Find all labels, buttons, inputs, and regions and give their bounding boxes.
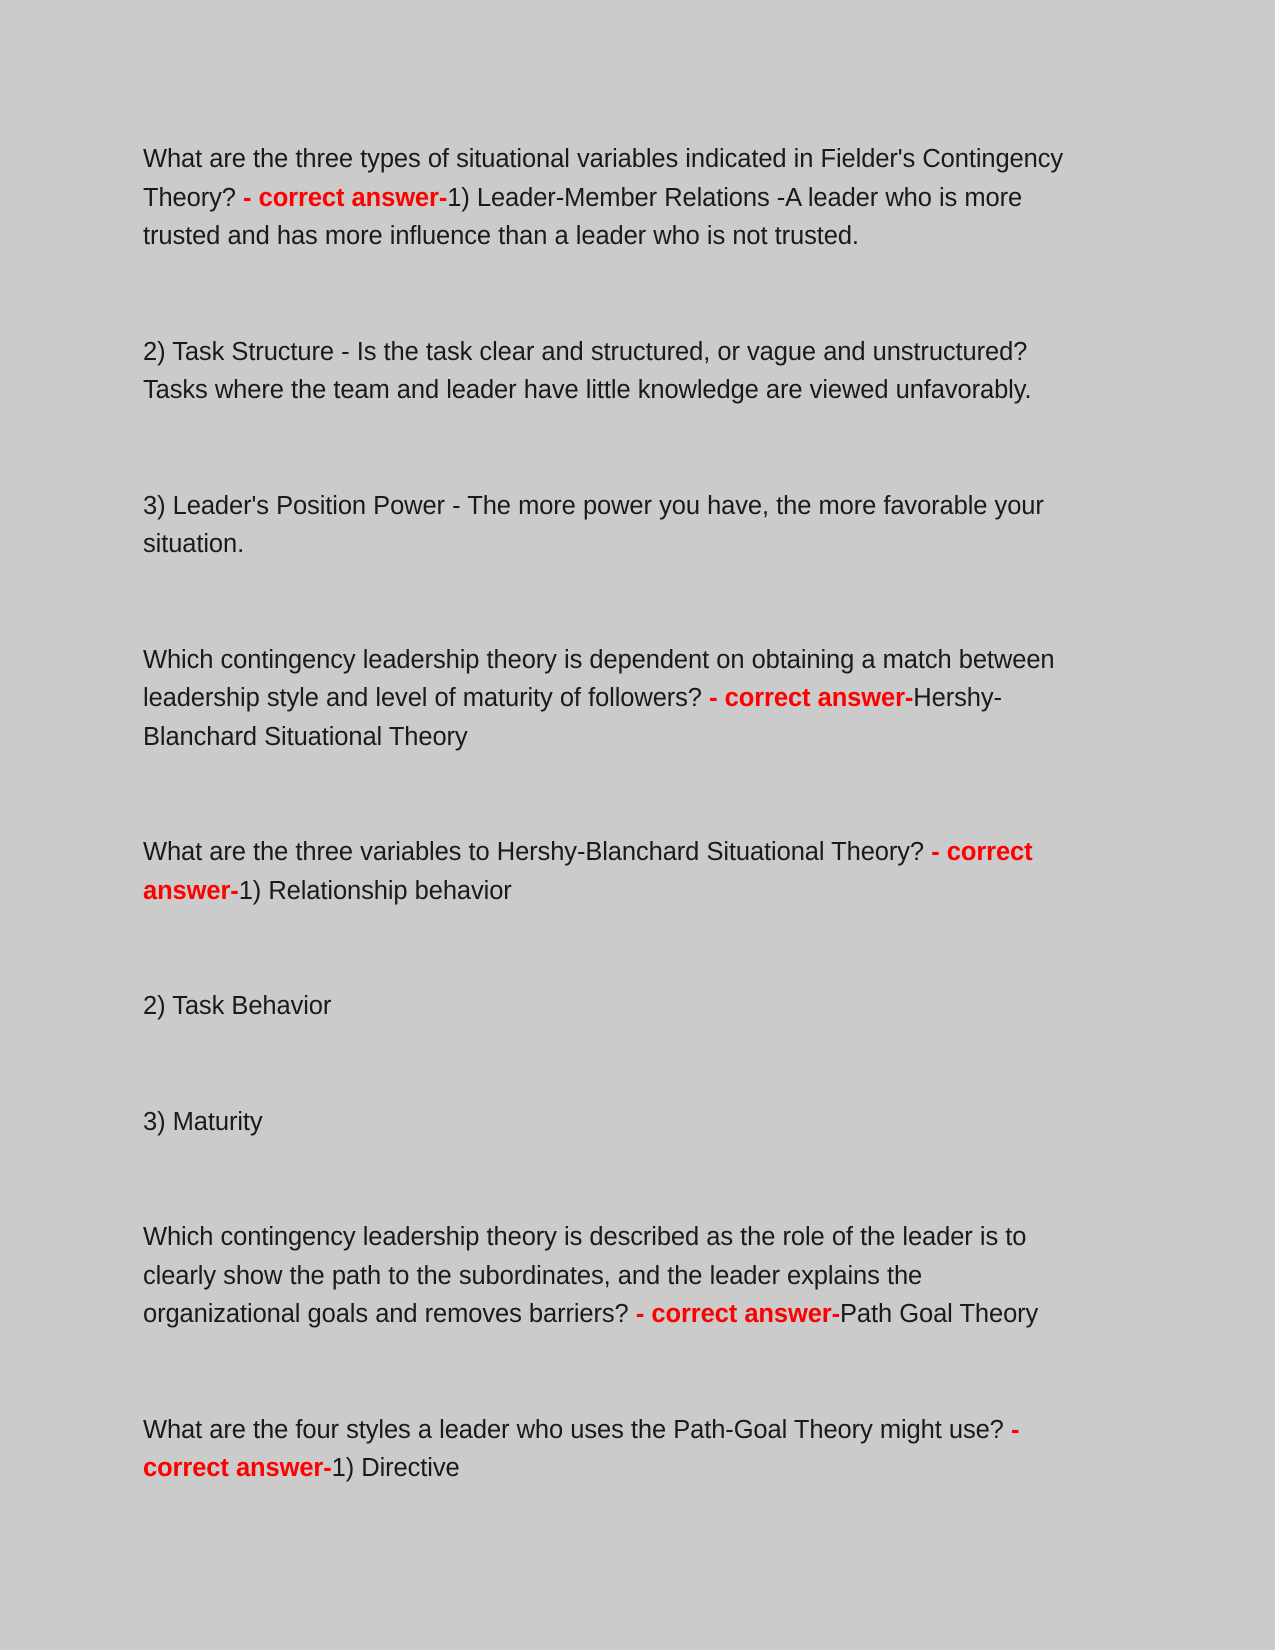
answer-text-7: 3) Maturity [143, 1107, 263, 1136]
qa-block-1 [143, 140, 1073, 256]
answer-text-5: 1) Relationship behavior [238, 876, 512, 905]
paragraph-spacer [143, 1064, 1073, 1103]
answer-text-6: 2) Task Behavior [143, 992, 332, 1020]
question-text-4: Which contingency leadership theory is dependent on obtaining a match between leadership style and level of maturity of followers? [143, 645, 1055, 712]
paragraph-spacer [143, 949, 1073, 988]
answer-text-9: 1) Directive [331, 1454, 460, 1482]
answer-text-3: 3) Leader's Position Power - The more power you have, the more favorable your situation. [143, 491, 1044, 558]
question-text-8: Which contingency leadership theory is described as the role of the leader is to clearly show the path to the subordinates, and the leader explains the organizational goals and removes barriers? [143, 1223, 1027, 1328]
correct-answer-marker-5: - correct answer- [143, 838, 1033, 905]
paragraph-spacer [143, 448, 1073, 487]
qa-block-5 [143, 833, 1073, 910]
question-text-1: What are the three types of situational variables indicated in Fielder's Contingency Theory? [143, 145, 1064, 212]
correct-answer-marker-4: - correct answer- [709, 684, 914, 712]
paragraph-spacer [143, 294, 1073, 333]
question-text-5: What are the three variables to Hershy-Blanchard Situational Theory? [143, 838, 932, 866]
correct-answer-marker-9: - correct answer- [143, 1415, 1020, 1482]
answer-text-1: 1) Leader-Member Relations -A leader who is more trusted and has more influence than a leader who is not trusted. [143, 183, 1023, 250]
paragraph-spacer [143, 1372, 1073, 1411]
qa-block-6 [143, 987, 1073, 1026]
answer-text-4: Hershy-Blanchard Situational Theory [143, 684, 1002, 751]
answer-text-2: 2) Task Structure - Is the task clear and structured, or vague and unstructured? Tasks where the team and leader have little knowledge are viewed unfavorably. [143, 337, 1032, 404]
document-body [143, 140, 1073, 1488]
qa-block-4 [143, 641, 1073, 757]
qa-block-8 [143, 1218, 1073, 1334]
qa-block-9 [143, 1411, 1073, 1488]
correct-answer-marker-1: - correct answer- [243, 183, 448, 212]
qa-block-2 [143, 333, 1073, 410]
paragraph-spacer [143, 1180, 1073, 1219]
qa-block-7 [143, 1103, 1073, 1142]
qa-block-3 [143, 487, 1073, 564]
answer-text-8: Path Goal Theory [840, 1300, 1039, 1328]
paragraph-spacer [143, 795, 1073, 834]
paragraph-spacer [143, 602, 1073, 641]
correct-answer-marker-8: - correct answer- [635, 1300, 841, 1328]
question-text-9: What are the four styles a leader who uses the Path-Goal Theory might use? [143, 1415, 1011, 1444]
